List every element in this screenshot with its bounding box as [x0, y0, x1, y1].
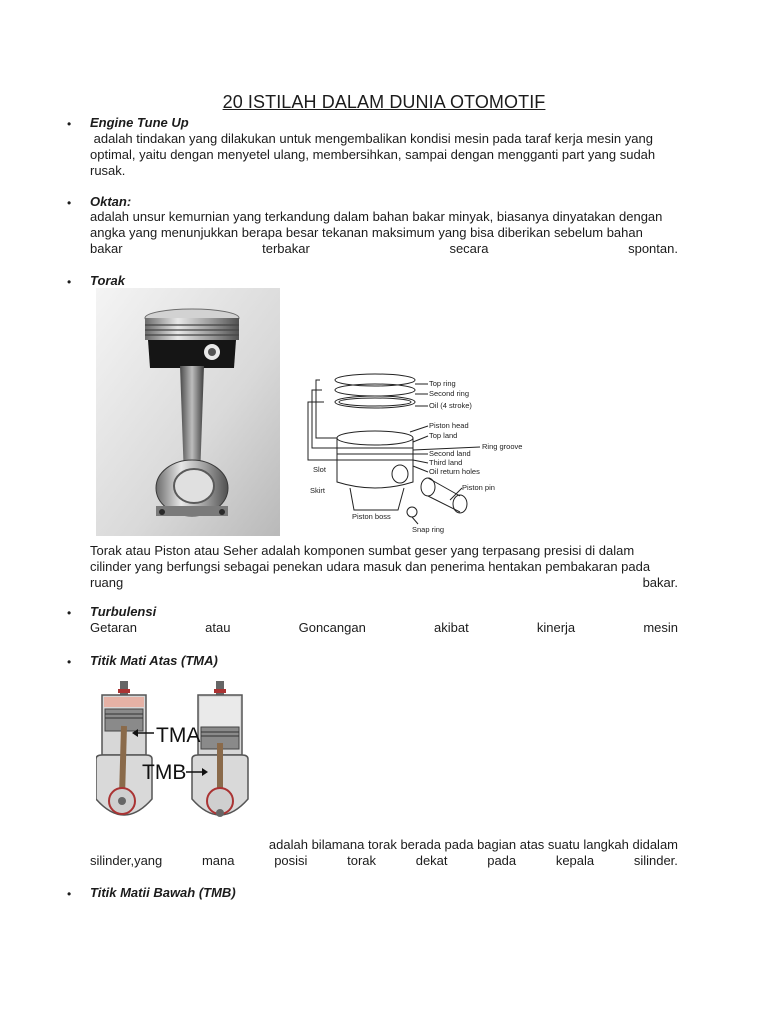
- section-heading-engine-tune-up: Engine Tune Up: [90, 115, 189, 130]
- section-heading-turbulensi: Turbulensi: [90, 604, 157, 619]
- bullet: •: [67, 887, 72, 901]
- diagram-label: Top ring: [429, 379, 456, 388]
- diagram-label: Oil return holes: [429, 467, 480, 476]
- paragraph-word: dekat: [415, 853, 448, 868]
- paragraph-line: [90, 620, 678, 636]
- diagram-label: Piston head: [429, 421, 469, 430]
- tma-label: TMA: [156, 724, 201, 747]
- paragraph-line: adalah unsur kemurnian yang terkandung dalam bahan bakar minyak, biasanya dinyatakan dengan: [90, 209, 663, 224]
- diagram-label: Second ring: [429, 389, 470, 398]
- diagram-label: Third land: [429, 458, 463, 467]
- paragraph-word: posisi: [274, 853, 308, 868]
- diagram-label: Ring groove: [482, 442, 523, 451]
- section-heading-torak: Torak: [90, 273, 125, 288]
- paragraph-word: mesin: [643, 620, 678, 635]
- paragraph-word: Getaran: [90, 620, 137, 635]
- section-heading-oktan: Oktan:: [90, 194, 132, 209]
- paragraph-line: [90, 575, 678, 591]
- paragraph-word: ruang: [90, 575, 124, 590]
- document-title: 20 ISTILAH DALAM DUNIA OTOMOTIF: [222, 92, 546, 112]
- paragraph-line: optimal, yaitu dengan menyetel ulang, membersihkan, sampai dengan mengganti part yang sudah: [90, 147, 656, 162]
- paragraph-word: mana: [201, 853, 235, 868]
- paragraph-line: [90, 853, 678, 869]
- paragraph-word: spontan.: [628, 241, 678, 256]
- paragraph-line: cilinder yang berfungsi sebagai penekan udara masuk dan penerima hentakan pembakaran pada: [90, 559, 651, 574]
- paragraph-word: akibat: [434, 620, 469, 635]
- bullet: •: [67, 275, 72, 289]
- paragraph-word: silinder,yang: [90, 853, 163, 868]
- paragraph-word: torak: [347, 853, 377, 868]
- paragraph-word: pada: [487, 853, 517, 868]
- diagram-label: Piston pin: [462, 483, 495, 492]
- tmb-label: TMB: [142, 761, 187, 784]
- paragraph-line: angka yang menunjukkan berapa besar tekanan maksimum yang bisa diberikan sebelum bahan: [90, 225, 643, 240]
- bullet: •: [67, 655, 72, 669]
- paragraph-line: rusak.: [90, 163, 126, 178]
- diagram-label: Oil (4 stroke): [429, 401, 472, 410]
- paragraph-word: terbakar: [262, 241, 310, 256]
- piston-photo-illustration: [96, 288, 280, 536]
- diagram-label: Snap ring: [412, 525, 445, 534]
- piston-photo: [96, 288, 280, 536]
- paragraph-word: atau: [205, 620, 231, 635]
- paragraph-word: secara: [449, 241, 489, 256]
- section-heading-tma: Titik Mati Atas (TMA): [90, 653, 218, 668]
- diagram-label: Skirt: [310, 486, 325, 495]
- paragraph-word: Goncangan: [298, 620, 366, 635]
- tma-tmb-diagram-illustration: [96, 681, 256, 836]
- piston-parts-diagram-illustration: [300, 362, 550, 537]
- tma-tmb-diagram: [96, 681, 256, 836]
- paragraph-line: [90, 241, 678, 257]
- diagram-label: Top land: [429, 431, 458, 440]
- bullet: •: [67, 196, 72, 210]
- diagram-label: Slot: [313, 465, 326, 474]
- paragraph-word: bakar: [90, 241, 123, 256]
- bullet: •: [67, 606, 72, 620]
- diagram-label: Piston boss: [352, 512, 391, 521]
- paragraph-line: adalah tindakan yang dilakukan untuk mengembalikan kondisi mesin pada taraf kerja mesin yang: [90, 131, 653, 146]
- paragraph-word: kinerja: [536, 620, 576, 635]
- bullet: •: [67, 117, 72, 131]
- paragraph-word: kepala: [555, 853, 595, 868]
- piston-parts-diagram: [300, 362, 550, 537]
- paragraph-word: silinder.: [633, 853, 678, 868]
- paragraph-word: bakar.: [642, 575, 678, 590]
- paragraph-line: adalah bilamana torak berada pada bagian atas suatu langkah didalam: [268, 837, 678, 852]
- section-heading-tmb: Titik Matii Bawah (TMB): [90, 885, 236, 900]
- diagram-label: Second land: [429, 449, 471, 458]
- paragraph-line: Torak atau Piston atau Seher adalah komponen sumbat geser yang terpasang presisi di dalam: [90, 543, 635, 558]
